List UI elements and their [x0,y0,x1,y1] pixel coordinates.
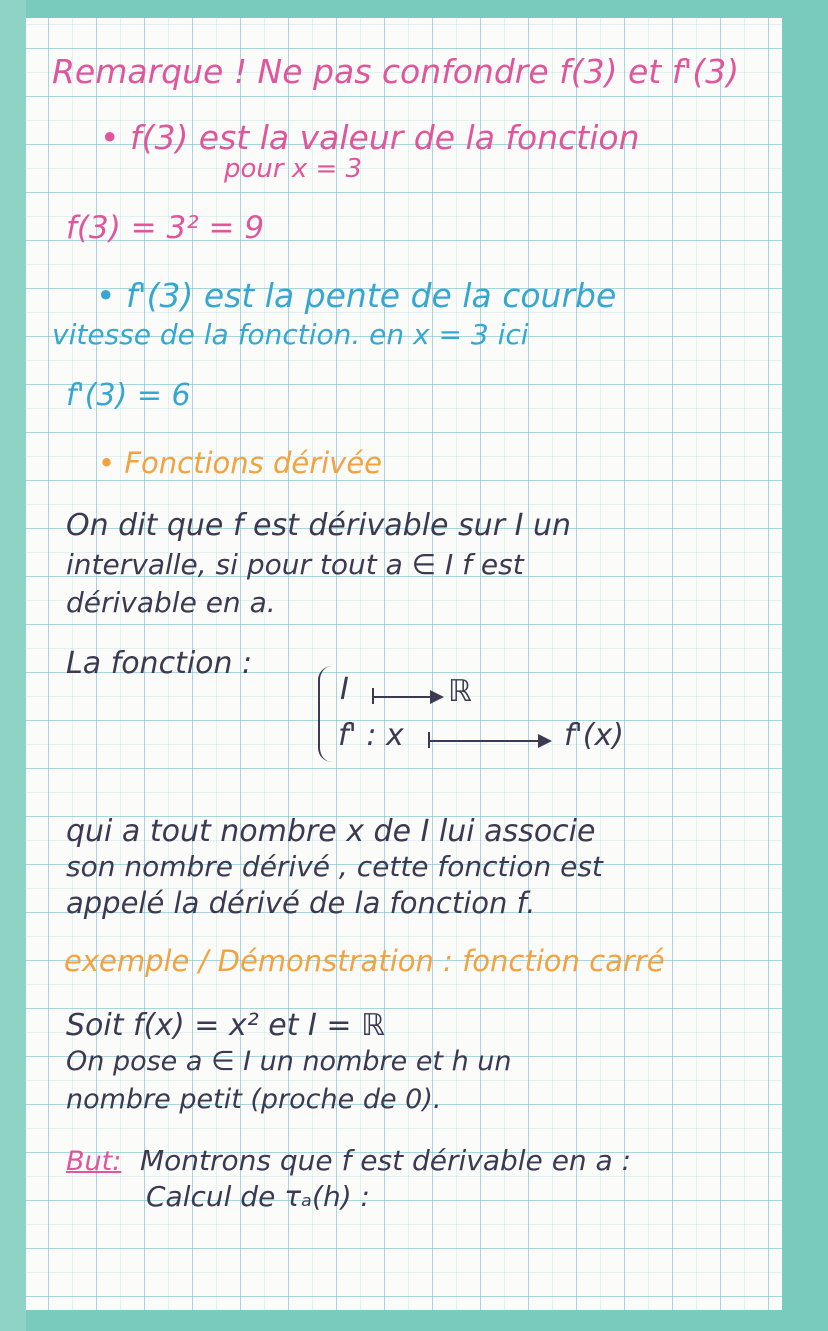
mapping-domain: I [340,672,349,707]
remark-bullet2-line1: • f'(3) est la pente de la courbe [96,276,617,315]
remark-bullet2-line2: vitesse de la fonction. en x = 3 ici [52,318,529,351]
description-line3: appelé la dérivé de la fonction f. [66,886,536,920]
definition-line3: dérivable en a. [66,586,276,619]
description-line1: qui a tout nombre x de I lui associe [66,814,596,849]
example-line2: On pose a ∈ I un nombre et h un [66,1046,512,1077]
rule-arrow-head [538,734,552,748]
mapping-brace [318,666,336,762]
description-line2: son nombre dérivé , cette fonction est [66,850,603,883]
mapping-codomain: ℝ [448,674,472,709]
mapping-arrow-head [430,690,444,704]
page-border-left [0,0,26,1331]
remark-bullet1-line2: pour x = 3 [224,154,363,184]
remark-bullet1-line1: • f(3) est la valeur de la fonction [100,118,640,157]
page-border-bottom [0,1310,828,1331]
definition-line1: On dit que f est dérivable sur I un [66,508,571,543]
page-border-right [782,0,828,1331]
example-line3: nombre petit (proche de 0). [66,1084,442,1115]
example-line1: Soit f(x) = x² et I = ℝ [66,1008,385,1043]
remark-title: Remarque ! Ne pas confondre f(3) et f'(3) [52,52,740,91]
goal-label: But: [66,1146,122,1177]
rule-arrow-line [428,740,542,742]
section-heading: • Fonctions dérivée [98,446,383,480]
calc-line: Calcul de τₐ(h) : [146,1180,370,1213]
mapping-rule-left: f' : x [338,718,404,753]
remark-eq1: f(3) = 3² = 9 [66,210,265,246]
function-label: La fonction : [66,646,253,681]
goal-text: Montrons que f est dérivable en a : [140,1144,632,1177]
example-title: exemple / Démonstration : fonction carré [64,944,665,978]
mapping-arrow-line [372,696,434,698]
remark-eq2: f'(3) = 6 [66,378,191,413]
page-border-top [0,0,828,18]
definition-line2: intervalle, si pour tout a ∈ I f est [66,548,524,581]
mapping-rule-right: f'(x) [564,718,624,753]
